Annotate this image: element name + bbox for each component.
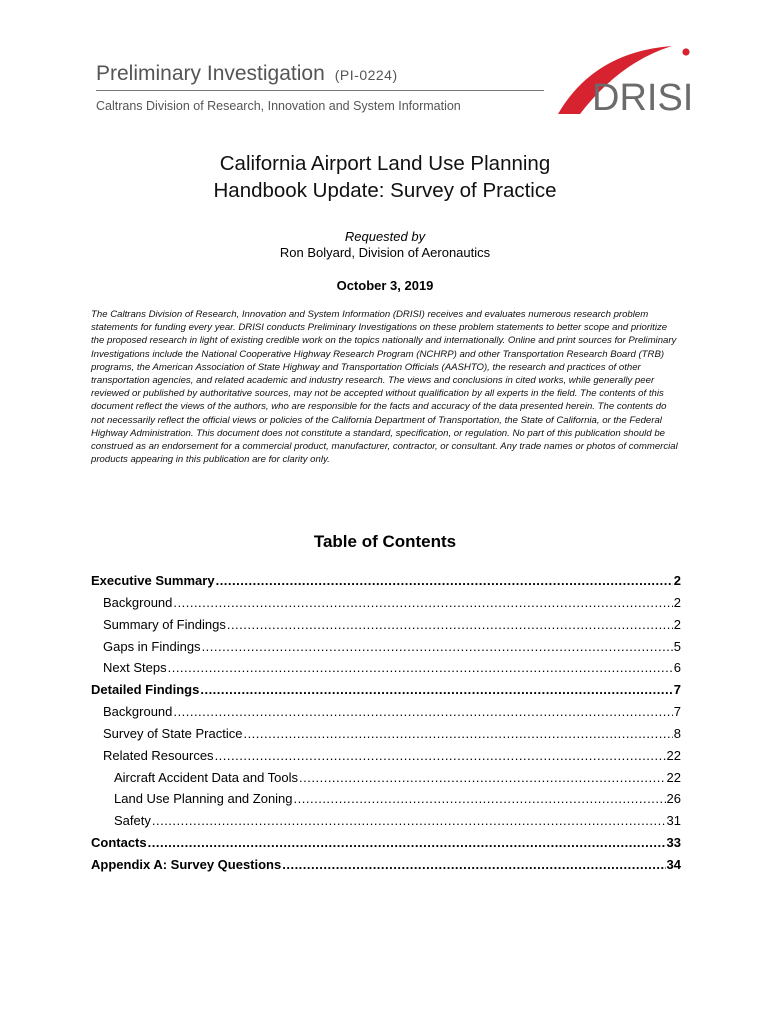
toc-entry[interactable] [91,614,681,636]
toc-entry-page: 6 [673,660,681,676]
toc-leader-dots [202,636,673,658]
toc-leader-dots [294,788,666,810]
toc-entry-label: Detailed Findings [91,682,200,698]
toc-entry-page: 2 [673,573,681,588]
header-title-line [96,62,546,86]
drisi-logo [554,44,694,120]
toc-entry-label: Next Steps [103,660,167,676]
toc-entry[interactable] [91,810,681,832]
toc-entry-page: 26 [666,791,681,807]
logo-text: DRISI [592,77,694,119]
toc-entry[interactable] [91,592,681,614]
toc-leader-dots [282,854,665,876]
toc-entry[interactable] [91,636,681,658]
toc-leader-dots [215,745,666,767]
table-of-contents [91,570,681,876]
toc-entry-label: Safety [114,813,151,829]
toc-entry-page: 8 [673,725,681,741]
toc-entry-page: 5 [673,638,681,654]
toc-entry-label: Executive Summary [91,573,215,588]
requested-by: Ron Bolyard, Division of Aeronautics [279,245,491,260]
toc-entry[interactable] [91,570,681,592]
toc-entry[interactable] [91,788,681,810]
toc-entry[interactable] [91,679,681,701]
toc-leader-dots [152,810,666,832]
toc-entry-page: 7 [673,682,681,698]
toc-entry-page: 2 [673,616,681,632]
disclaimer-paragraph: The Caltrans Division of Research, Innovation and System Information (DRISI) receives and evaluates numerous research problem statements for funding every year. DRISI conducts Preliminary Investigations on these problem statements to better scope and prioritize the proposed research in light of existing credible work on the topics nationally and internationally. Online and print sources for Preliminary Investigations include the National Cooperative Highway Research Program (NCHRP) and other Transportation Research Board (TRB) programs, the American Association of State Highway and Transportation Officials (AASHTO), the research and practices of other transportation agencies, and related academic and industry research. The views and conclusions in cited works, while generally peer reviewed or published by authoritative sources, may not be accepted without qualification by all experts in the field. The contents of this document reflect the views of the authors, who are responsible for the facts and accuracy of the data presented herein. The contents do not necessarily reflect the official views or policies of the California Department of Transportation, the State of California, or the Federal Highway Administration. This document does not constitute a standard, specification, or regulation. No part of this publication should be construed as an endorsement for a commercial product, manufacturer, contractor, or consultant. Any trade names or photos of commercial products appearing in this publication are for clarity only. [91,309,678,466]
toc-leader-dots [299,767,666,789]
toc-leader-dots [173,592,672,614]
toc-entry-page: 22 [666,769,681,785]
toc-entry[interactable] [91,723,681,745]
title-line-1: California Airport Land Use Planning [219,152,551,175]
toc-leader-dots [243,723,672,745]
toc-entry[interactable] [91,701,681,723]
toc-entry-label: Aircraft Accident Data and Tools [114,769,299,785]
toc-entry-page: 34 [666,856,681,872]
header-subtitle: Caltrans Division of Research, Innovation and System Information [96,99,461,113]
toc-entry-label: Related Resources [103,747,214,763]
header-rule [96,90,544,91]
toc-entry-label: Survey of State Practice [103,725,243,741]
toc-entry-label: Appendix A: Survey Questions [91,856,282,872]
document-date: October 3, 2019 [336,278,434,293]
toc-entry-label: Contacts [91,835,147,851]
toc-heading: Table of Contents [313,532,457,551]
toc-entry-label: Background [103,704,173,720]
toc-entry[interactable] [91,832,681,854]
toc-entry-label: Gaps in Findings [103,638,201,654]
requested-label: Requested by [344,229,426,244]
toc-entry-page: 31 [666,813,681,829]
header-title: Preliminary Investigation [96,62,325,85]
toc-leader-dots [200,679,672,701]
toc-leader-dots [148,832,666,854]
toc-entry-label: Background [103,594,173,610]
toc-entry-label: Summary of Findings [103,616,226,632]
document-header [96,62,546,113]
drisi-logo-icon [554,44,694,120]
toc-entry[interactable] [91,657,681,679]
toc-entry-page: 7 [673,704,681,720]
toc-entry[interactable] [91,745,681,767]
header-code: (PI-0224) [334,67,398,83]
toc-entry[interactable] [91,767,681,789]
toc-leader-dots [168,657,673,679]
toc-leader-dots [227,614,673,636]
toc-leader-dots [173,701,672,723]
document-title [0,150,770,204]
toc-entry-page: 33 [666,835,681,851]
toc-entry-page: 2 [673,594,681,610]
toc-entry-page: 22 [666,747,681,763]
toc-entry-label: Land Use Planning and Zoning [114,791,293,807]
toc-entry[interactable] [91,854,681,876]
toc-leader-dots [216,570,673,592]
title-line-2: Handbook Update: Survey of Practice [213,179,557,202]
